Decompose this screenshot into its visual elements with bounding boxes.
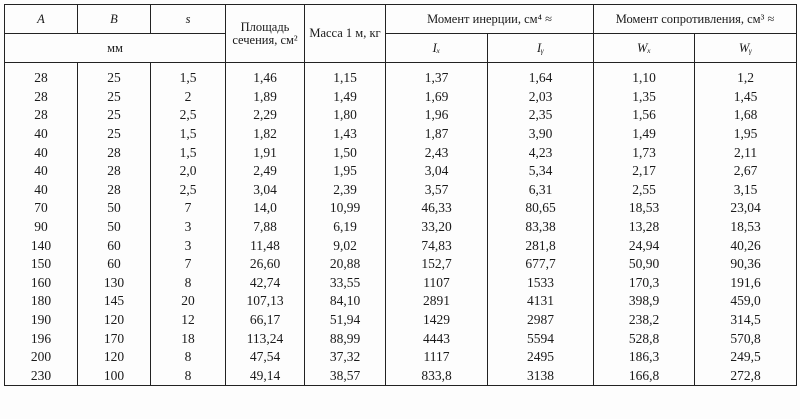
table-row: [5, 311, 797, 330]
cell-b: 28: [78, 181, 151, 200]
cell-a: 40: [5, 181, 78, 200]
cell-wx: 18,53: [594, 199, 695, 218]
cell-iy: 3,90: [488, 125, 594, 144]
cell-area: 3,04: [226, 181, 305, 200]
header-resist-group: Момент сопротивления, см³ ≈: [594, 5, 797, 34]
cell-iy: 1533: [488, 274, 594, 293]
table-row: [5, 162, 797, 181]
cell-area: 1,46: [226, 63, 305, 88]
cell-ix: 152,7: [386, 255, 488, 274]
cell-b: 60: [78, 236, 151, 255]
header-col-a: A: [5, 5, 78, 34]
cell-s: 18: [151, 329, 226, 348]
cell-a: 180: [5, 292, 78, 311]
table-row: [5, 292, 797, 311]
cell-b: 50: [78, 218, 151, 237]
cell-area: 47,54: [226, 348, 305, 367]
cell-area: 7,88: [226, 218, 305, 237]
cell-wy: 18,53: [695, 218, 797, 237]
cell-iy: 1,64: [488, 63, 594, 88]
cell-s: 3: [151, 236, 226, 255]
cell-wx: 166,8: [594, 367, 695, 386]
cell-area: 11,48: [226, 236, 305, 255]
cell-s: 1,5: [151, 125, 226, 144]
cell-iy: 80,65: [488, 199, 594, 218]
cell-wx: 1,73: [594, 143, 695, 162]
cell-b: 170: [78, 329, 151, 348]
cell-area: 1,89: [226, 88, 305, 107]
cell-wy: 2,67: [695, 162, 797, 181]
cell-b: 100: [78, 367, 151, 386]
cell-s: 2,0: [151, 162, 226, 181]
cell-mass: 1,95: [305, 162, 386, 181]
cell-wy: 1,95: [695, 125, 797, 144]
cell-s: 8: [151, 274, 226, 293]
cell-a: 230: [5, 367, 78, 386]
cell-wx: 1,35: [594, 88, 695, 107]
cell-s: 3: [151, 218, 226, 237]
cell-a: 28: [5, 88, 78, 107]
header-inertia-group: Момент инерции, см⁴ ≈: [386, 5, 594, 34]
cell-wx: 528,8: [594, 329, 695, 348]
header-iy: Iᵧ: [488, 34, 594, 63]
cell-a: 40: [5, 162, 78, 181]
cell-mass: 1,15: [305, 63, 386, 88]
cell-ix: 3,57: [386, 181, 488, 200]
cell-ix: 4443: [386, 329, 488, 348]
cell-a: 28: [5, 63, 78, 88]
cell-wy: 1,45: [695, 88, 797, 107]
cell-iy: 5594: [488, 329, 594, 348]
cell-a: 190: [5, 311, 78, 330]
cell-s: 7: [151, 255, 226, 274]
cell-s: 8: [151, 367, 226, 386]
cell-ix: 1117: [386, 348, 488, 367]
cell-wx: 170,3: [594, 274, 695, 293]
steel-profile-table: [4, 4, 797, 386]
cell-ix: 1107: [386, 274, 488, 293]
cell-a: 28: [5, 106, 78, 125]
table-row: [5, 367, 797, 386]
cell-mass: 38,57: [305, 367, 386, 386]
cell-wx: 2,17: [594, 162, 695, 181]
cell-iy: 2,03: [488, 88, 594, 107]
cell-ix: 1,96: [386, 106, 488, 125]
cell-wx: 13,28: [594, 218, 695, 237]
cell-s: 1,5: [151, 143, 226, 162]
header-wx: Wₓ: [594, 34, 695, 63]
cell-mass: 2,39: [305, 181, 386, 200]
cell-b: 28: [78, 162, 151, 181]
cell-ix: 46,33: [386, 199, 488, 218]
table-row: [5, 63, 797, 88]
table-row: [5, 199, 797, 218]
cell-mass: 33,55: [305, 274, 386, 293]
cell-iy: 677,7: [488, 255, 594, 274]
cell-a: 150: [5, 255, 78, 274]
cell-mass: 1,50: [305, 143, 386, 162]
cell-mass: 1,80: [305, 106, 386, 125]
header-area: Площадь сечения, см²: [226, 5, 305, 63]
header-ix: Iₓ: [386, 34, 488, 63]
header-col-s: s: [151, 5, 226, 34]
cell-wy: 459,0: [695, 292, 797, 311]
cell-iy: 5,34: [488, 162, 594, 181]
cell-wx: 50,90: [594, 255, 695, 274]
cell-s: 2,5: [151, 181, 226, 200]
cell-iy: 83,38: [488, 218, 594, 237]
cell-ix: 33,20: [386, 218, 488, 237]
cell-mass: 20,88: [305, 255, 386, 274]
cell-iy: 6,31: [488, 181, 594, 200]
table-body: [5, 63, 797, 386]
cell-area: 66,17: [226, 311, 305, 330]
cell-s: 1,5: [151, 63, 226, 88]
cell-wy: 570,8: [695, 329, 797, 348]
table-row: [5, 218, 797, 237]
cell-iy: 4131: [488, 292, 594, 311]
cell-iy: 2987: [488, 311, 594, 330]
cell-mass: 37,32: [305, 348, 386, 367]
table-row: [5, 348, 797, 367]
table-row: [5, 143, 797, 162]
cell-a: 40: [5, 143, 78, 162]
cell-wx: 186,3: [594, 348, 695, 367]
cell-area: 1,91: [226, 143, 305, 162]
cell-ix: 1429: [386, 311, 488, 330]
cell-iy: 3138: [488, 367, 594, 386]
cell-b: 28: [78, 143, 151, 162]
cell-a: 196: [5, 329, 78, 348]
cell-wy: 272,8: [695, 367, 797, 386]
cell-b: 25: [78, 125, 151, 144]
cell-a: 200: [5, 348, 78, 367]
table-row: [5, 125, 797, 144]
cell-wy: 2,11: [695, 143, 797, 162]
table-row: [5, 274, 797, 293]
cell-b: 130: [78, 274, 151, 293]
cell-iy: 281,8: [488, 236, 594, 255]
cell-b: 25: [78, 63, 151, 88]
header-units-mm: мм: [5, 34, 226, 63]
cell-mass: 1,43: [305, 125, 386, 144]
cell-area: 14,0: [226, 199, 305, 218]
cell-iy: 2,35: [488, 106, 594, 125]
cell-a: 90: [5, 218, 78, 237]
cell-ix: 2891: [386, 292, 488, 311]
cell-wy: 90,36: [695, 255, 797, 274]
cell-s: 12: [151, 311, 226, 330]
cell-ix: 833,8: [386, 367, 488, 386]
cell-ix: 3,04: [386, 162, 488, 181]
cell-ix: 74,83: [386, 236, 488, 255]
header-col-b: B: [78, 5, 151, 34]
cell-area: 107,13: [226, 292, 305, 311]
cell-wy: 1,2: [695, 63, 797, 88]
cell-wy: 23,04: [695, 199, 797, 218]
cell-s: 20: [151, 292, 226, 311]
cell-mass: 1,49: [305, 88, 386, 107]
table-row: [5, 106, 797, 125]
table-row: [5, 181, 797, 200]
cell-area: 49,14: [226, 367, 305, 386]
cell-s: 2,5: [151, 106, 226, 125]
cell-b: 60: [78, 255, 151, 274]
cell-mass: 84,10: [305, 292, 386, 311]
cell-area: 1,82: [226, 125, 305, 144]
table-row: [5, 255, 797, 274]
cell-a: 140: [5, 236, 78, 255]
cell-wy: 191,6: [695, 274, 797, 293]
table-row: [5, 88, 797, 107]
cell-a: 160: [5, 274, 78, 293]
cell-b: 120: [78, 311, 151, 330]
cell-wx: 398,9: [594, 292, 695, 311]
cell-area: 42,74: [226, 274, 305, 293]
table-header: [5, 5, 797, 63]
cell-mass: 10,99: [305, 199, 386, 218]
cell-area: 113,24: [226, 329, 305, 348]
cell-b: 25: [78, 88, 151, 107]
cell-iy: 2495: [488, 348, 594, 367]
cell-b: 50: [78, 199, 151, 218]
cell-wx: 1,49: [594, 125, 695, 144]
cell-wx: 24,94: [594, 236, 695, 255]
cell-ix: 1,69: [386, 88, 488, 107]
cell-b: 145: [78, 292, 151, 311]
cell-b: 25: [78, 106, 151, 125]
cell-mass: 51,94: [305, 311, 386, 330]
cell-area: 2,49: [226, 162, 305, 181]
cell-wy: 40,26: [695, 236, 797, 255]
cell-area: 2,29: [226, 106, 305, 125]
cell-wy: 314,5: [695, 311, 797, 330]
cell-s: 7: [151, 199, 226, 218]
cell-a: 70: [5, 199, 78, 218]
table-row: [5, 236, 797, 255]
cell-a: 40: [5, 125, 78, 144]
cell-wx: 2,55: [594, 181, 695, 200]
cell-b: 120: [78, 348, 151, 367]
cell-wx: 1,10: [594, 63, 695, 88]
cell-ix: 1,37: [386, 63, 488, 88]
cell-wy: 1,68: [695, 106, 797, 125]
cell-mass: 9,02: [305, 236, 386, 255]
cell-wx: 238,2: [594, 311, 695, 330]
cell-s: 8: [151, 348, 226, 367]
cell-area: 26,60: [226, 255, 305, 274]
cell-s: 2: [151, 88, 226, 107]
table-row: [5, 329, 797, 348]
cell-ix: 1,87: [386, 125, 488, 144]
cell-mass: 88,99: [305, 329, 386, 348]
cell-wy: 3,15: [695, 181, 797, 200]
header-wy: Wᵧ: [695, 34, 797, 63]
cell-ix: 2,43: [386, 143, 488, 162]
cell-iy: 4,23: [488, 143, 594, 162]
header-mass: Масса 1 м, кг: [305, 5, 386, 63]
cell-wx: 1,56: [594, 106, 695, 125]
cell-mass: 6,19: [305, 218, 386, 237]
cell-wy: 249,5: [695, 348, 797, 367]
